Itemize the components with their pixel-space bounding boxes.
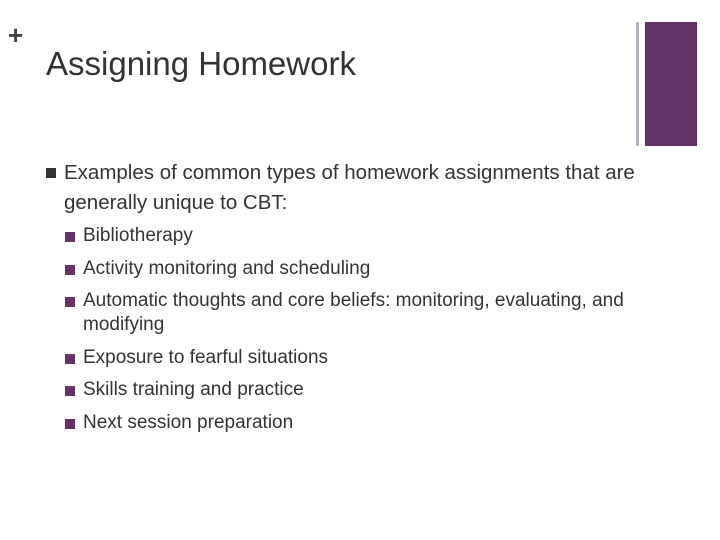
sub-bullet-text: Exposure to fearful situations [83, 346, 329, 368]
slide-title: Assigning Homework [46, 45, 356, 82]
sub-bullet-list [46, 224, 706, 435]
square-bullet-icon [65, 297, 75, 307]
square-bullet-icon [65, 354, 75, 364]
plus-decoration: + [8, 20, 24, 50]
square-bullet-icon [65, 419, 75, 429]
square-bullet-icon [65, 386, 75, 396]
square-bullet-icon [65, 232, 75, 242]
sub-bullet-item [65, 289, 706, 337]
sub-bullet-item [65, 224, 706, 248]
sub-bullet-item [65, 378, 706, 402]
main-bullet-item [46, 158, 706, 218]
sub-bullet-item [65, 411, 706, 435]
accent-line [636, 22, 639, 146]
sub-bullet-item [65, 346, 706, 370]
sub-bullet-text: Automatic thoughts and core beliefs: monitoring, evaluating, and modifying [83, 290, 624, 335]
square-bullet-icon [65, 265, 75, 275]
sub-bullet-item [65, 257, 706, 281]
square-bullet-icon [46, 168, 56, 178]
sub-bullet-text: Activity monitoring and scheduling [83, 257, 371, 279]
sub-bullet-text: Next session preparation [83, 411, 294, 433]
main-bullet-text: Examples of common types of homework assignments that are generally unique to CBT: [64, 161, 635, 214]
sub-bullet-text: Bibliotherapy [83, 225, 193, 246]
sub-bullet-text: Skills training and practice [83, 379, 304, 400]
accent-bar [645, 22, 697, 146]
slide-body [46, 158, 706, 443]
